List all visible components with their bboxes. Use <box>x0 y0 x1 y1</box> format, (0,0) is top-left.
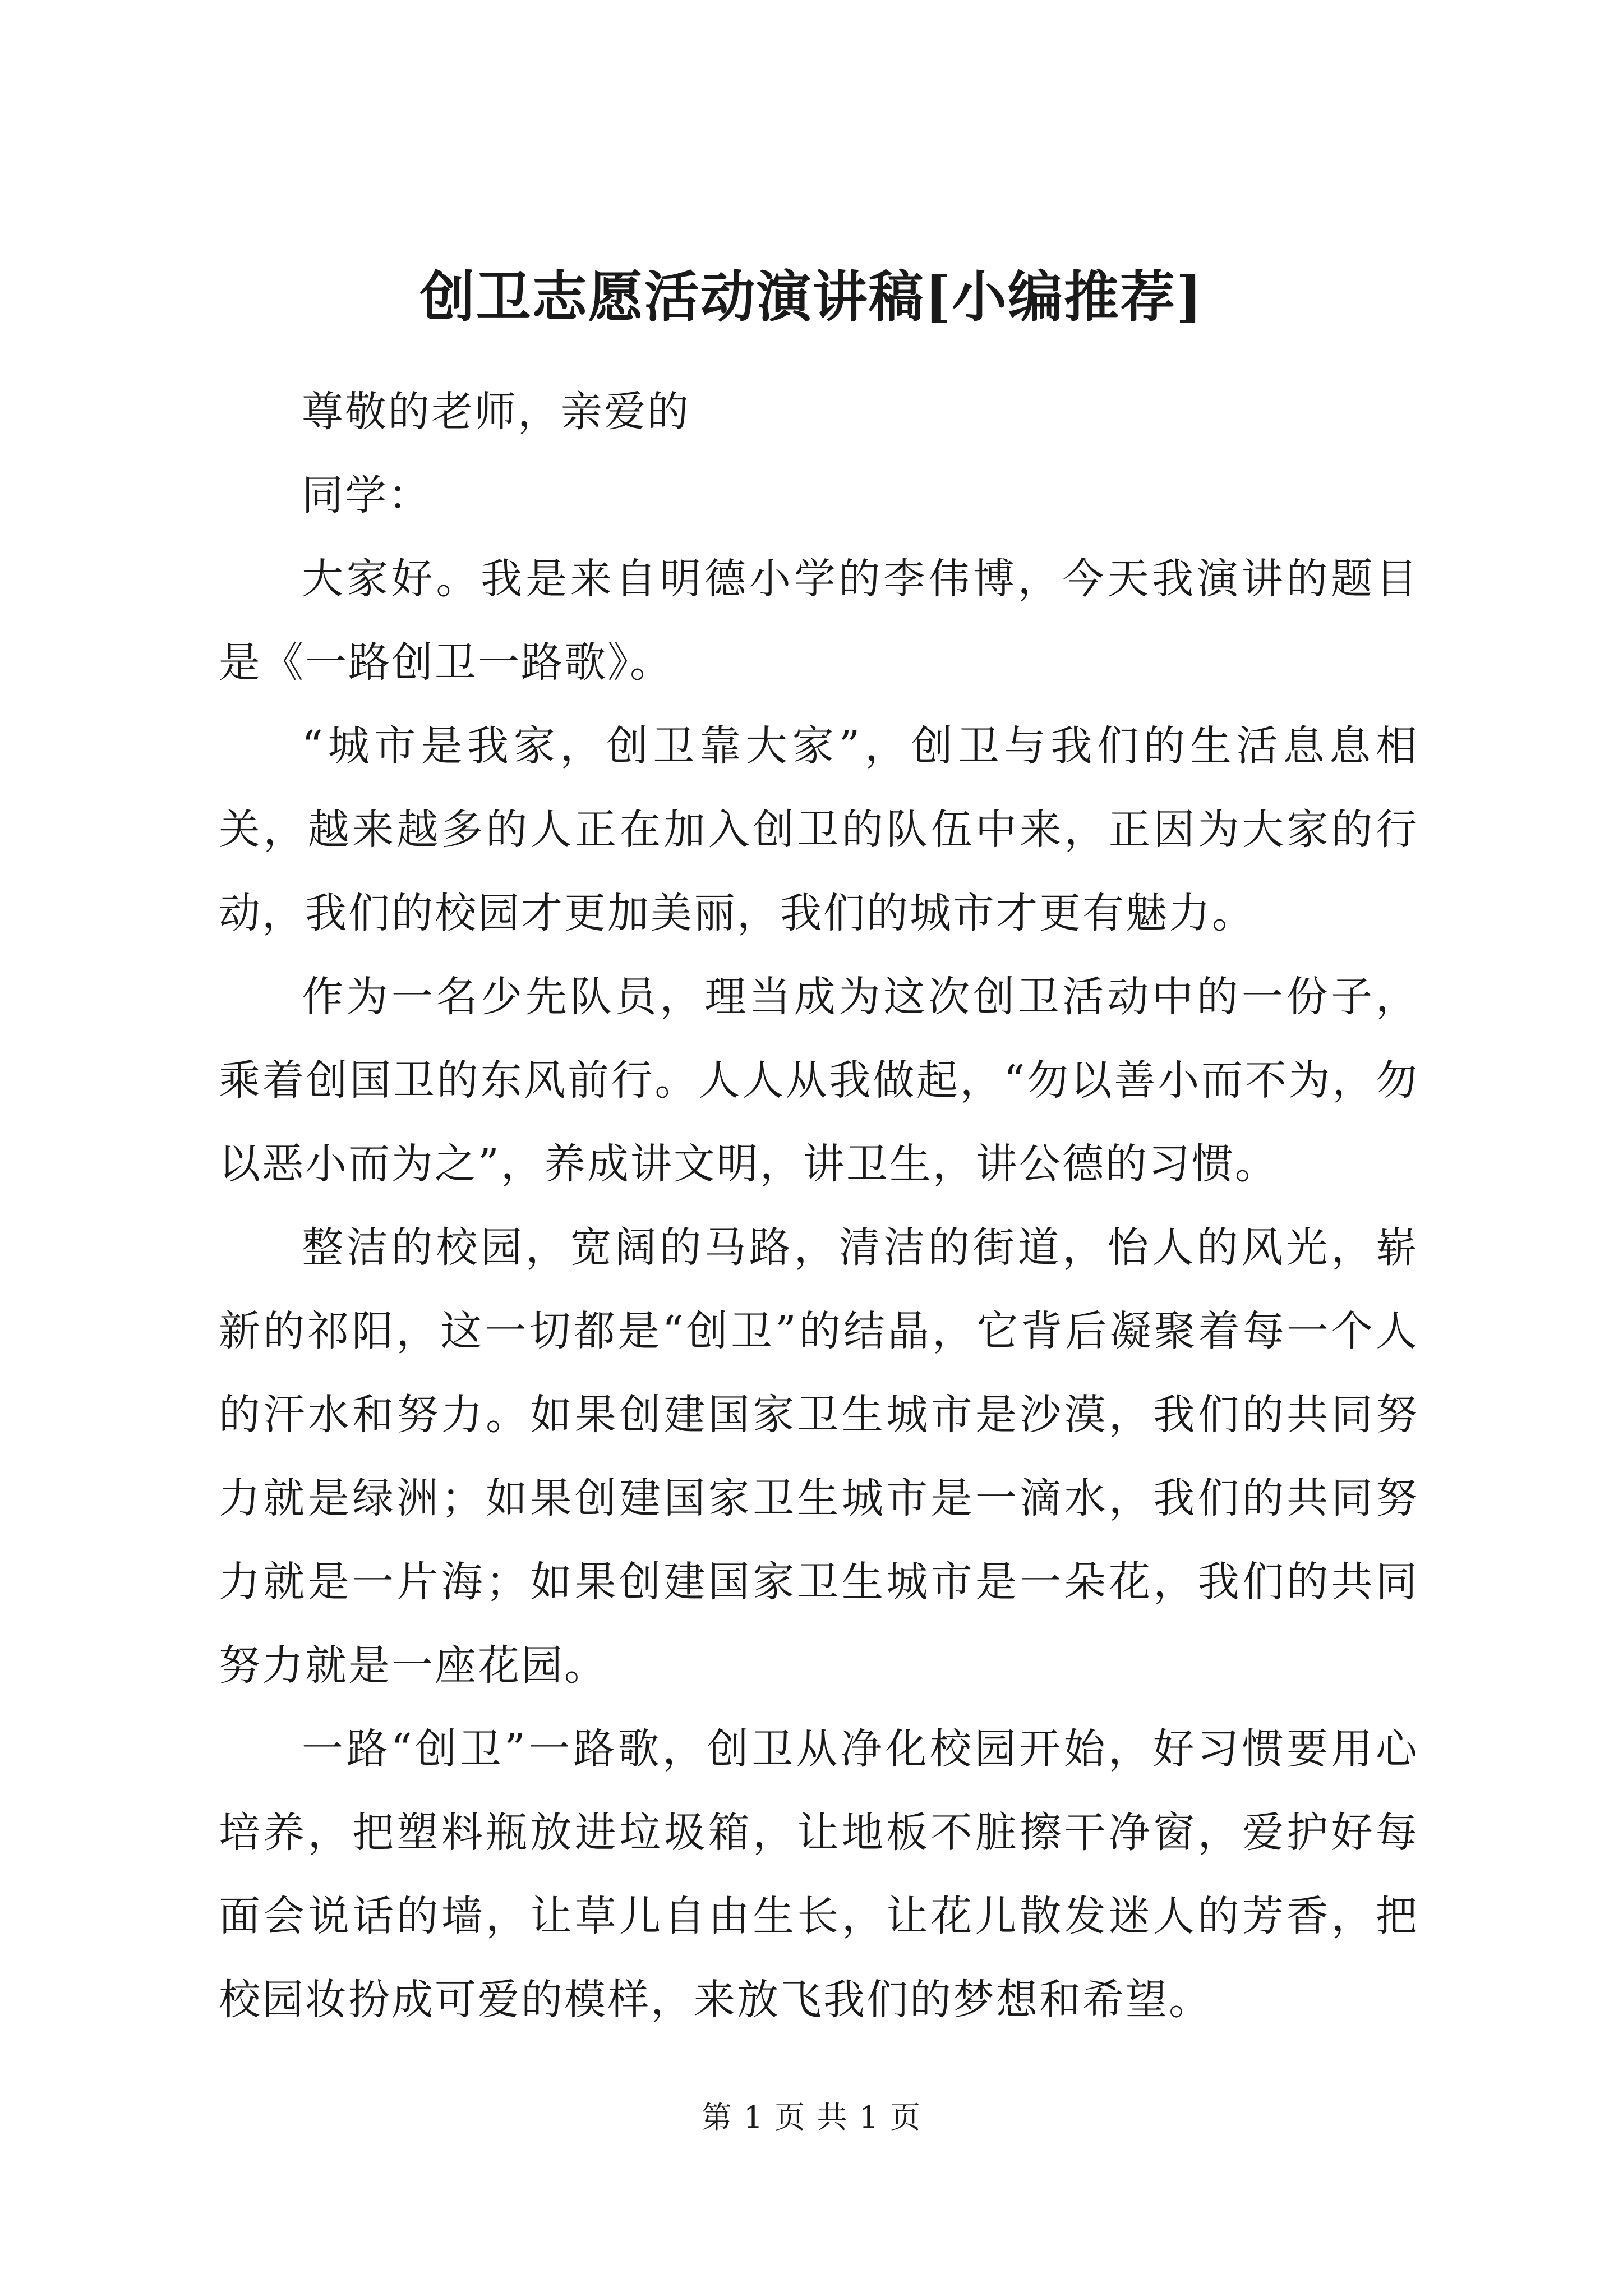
document-title: 创卫志愿活动演讲稿[小编推荐] <box>419 265 1204 329</box>
greeting-line: 尊敬的老师，亲爱的 <box>302 388 690 436</box>
page-number-footer: 第 1 页 共 1 页 <box>701 2100 922 2135</box>
paragraph-city-home: “城市是我家，创卫靠大家”，创卫与我们的生活息息相关，越来越多的人正在加入创卫的队伍中来，正因为大家的行动，我们的校园才更加美丽，我们的城市才更有魅力。 <box>219 722 1419 937</box>
paragraph-one-road-song: 一路“创卫”一路歌，创卫从净化校园开始，好习惯要用心培养，把塑料瓶放进垃圾箱，让地板不脏擦干净窗，爱护好每面会说话的墙，让草儿自由生长，让花儿散发迷人的芳香，把校园妆扮成可爱的模样，来放飞我们的梦想和希望。 <box>219 1725 1419 2024</box>
greeting-line-continued: 同学： <box>302 471 431 519</box>
paragraph-young-pioneer: 作为一名少先队员，理当成为这次创卫活动中的一份子，乘着创国卫的东风前行。人人从我做起，“勿以善小而不为，勿以恶小而为之”，养成讲文明，讲卫生，讲公德的习惯。 <box>219 973 1419 1188</box>
document-body <box>219 370 1419 2042</box>
paragraph-introduction: 大家好。我是来自明德小学的李伟博，今天我演讲的题目是《一路创卫一路歌》。 <box>219 555 1419 687</box>
paragraph-clean-campus: 整洁的校园，宽阔的马路，清洁的街道，怡人的风光，崭新的祁阳，这一切都是“创卫”的结晶，它背后凝聚着每一个人的汗水和努力。如果创建国家卫生城市是沙漠，我们的共同努力就是绿洲；如果创建国家卫生城市是一滴水，我们的共同努力就是一片海；如果创建国家卫生城市是一朵花，我们的共同努力就是一座花园。 <box>219 1223 1419 1690</box>
